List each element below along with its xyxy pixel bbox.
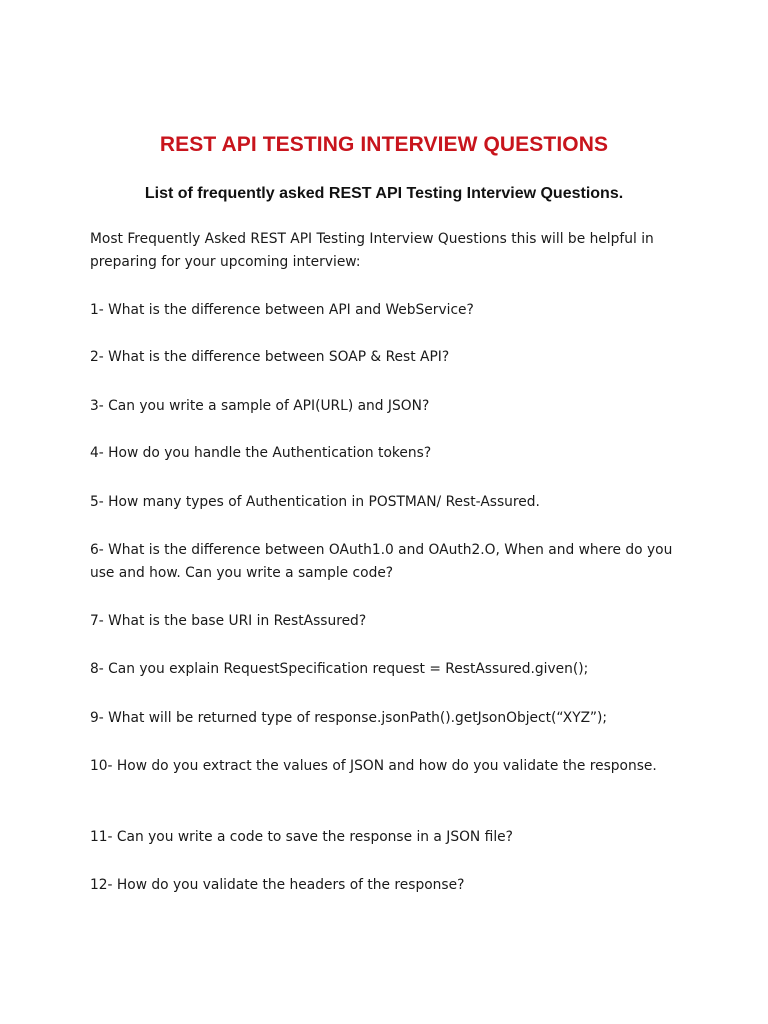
question-2: 2- What is the difference between SOAP & Rest API? xyxy=(90,349,450,365)
question-3: 3- Can you write a sample of API(URL) and JSON? xyxy=(90,398,430,414)
question-7: 7- What is the base URI in RestAssured? xyxy=(90,613,367,629)
question-12: 12- How do you validate the headers of the response? xyxy=(90,877,465,893)
intro-paragraph: Most Frequently Asked REST API Testing Interview Questions this will be helpful in preparing for your upcoming interview: xyxy=(90,231,654,270)
document-title: REST API TESTING INTERVIEW QUESTIONS xyxy=(159,133,609,156)
question-11: 11- Can you write a code to save the response in a JSON file? xyxy=(90,829,513,845)
question-10: 10- How do you extract the values of JSON and how do you validate the response. xyxy=(90,758,657,774)
question-5: 5- How many types of Authentication in POSTMAN/ Rest-Assured. xyxy=(90,494,540,510)
question-8: 8- Can you explain RequestSpecification request = RestAssured.given(); xyxy=(90,661,589,677)
question-1: 1- What is the difference between API and WebService? xyxy=(90,302,474,318)
question-6: 6- What is the difference between OAuth1.0 and OAuth2.O, When and where do you use and how. Can you write a sample code? xyxy=(90,542,673,581)
question-4: 4- How do you handle the Authentication tokens? xyxy=(90,445,432,461)
document-subtitle: List of frequently asked REST API Testing Interview Questions. xyxy=(144,185,624,202)
question-9: 9- What will be returned type of response.jsonPath().getJsonObject(“XYZ”); xyxy=(90,710,608,726)
